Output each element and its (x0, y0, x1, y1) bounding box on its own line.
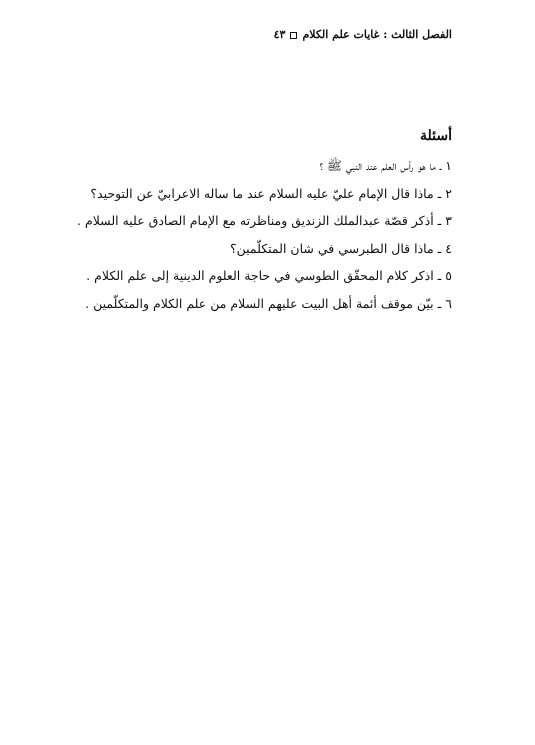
question-item: ٣ ـ أذكر قصّة عبدالملك الزنديق ومناظرته مع الإمام الصادق عليه السلام . (77, 213, 452, 229)
chapter-title: الفصل الثالث : غايات علم الكلام (302, 28, 452, 41)
square-separator-icon (290, 32, 297, 39)
running-header (252, 28, 452, 41)
page-number: ٤٣ (273, 28, 286, 41)
section-title: أسئلة (420, 128, 452, 144)
question-item: ٤ ـ ماذا قال الطبرسي في شان المتكلّمين؟ (229, 240, 452, 256)
question-item: ١ ـ ما هو رأس العلم عند النبي ﷺ ؟ (319, 158, 452, 173)
question-item: ٢ ـ ماذا قال الإمام عليّ عليه السلام عند ما ساله الاعرابيّ عن التوحيد؟ (90, 185, 452, 201)
question-item: ٦ ـ بيّن موقف أئمة أهل البيت عليهم السلام من علم الكلام والمتكلّمين . (85, 295, 452, 311)
question-item: ٥ ـ اذكر كلام المحقّق الطوسي في حاجة العلوم الدينية إلى علم الكلام . (86, 268, 452, 284)
questions-list (72, 152, 452, 318)
